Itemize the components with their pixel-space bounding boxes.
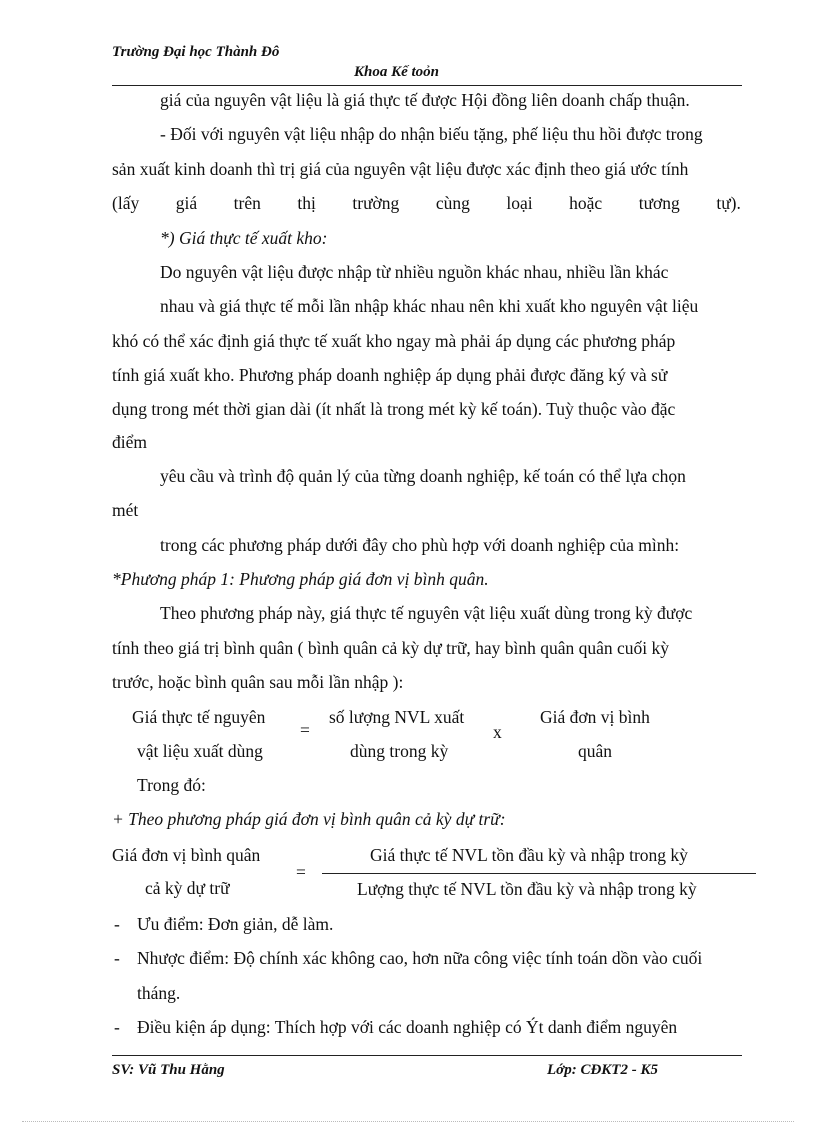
- bullet-disadvantage: Nhược điểm: Độ chính xác không cao, hơn nữa công việc tính toán dồn vào cuối: [137, 948, 703, 968]
- formula1-mid-top: số lượng NVL xuất: [329, 707, 465, 727]
- sub-heading-ca-ky: + Theo phương pháp giá đơn vị bình quân cả kỳ dự trữ:: [112, 809, 506, 829]
- footer-student: SV: Vũ Thu Hằng: [112, 1062, 225, 1078]
- body-line-4-word: hoặc: [569, 193, 603, 213]
- body-line-6: Do nguyên vật liệu được nhập từ nhiều nguồn khác nhau, nhiều lần khác: [160, 262, 669, 282]
- body-line-7: nhau và giá thực tế mỗi lần nhập khác nhau nên khi xuất kho nguyên vật liệu: [160, 296, 699, 316]
- header-faculty: Khoa Kế toỏn: [354, 64, 440, 80]
- formula2-left-bottom: cả kỳ dự trữ: [145, 878, 230, 898]
- formula1-times: x: [493, 722, 502, 742]
- body-line-17: tính theo giá trị bình quân ( bình quân cả kỳ dự trữ, hay bình quân quân cuối kỳ: [112, 638, 669, 658]
- body-line-4-word: giá: [175, 193, 198, 213]
- bullet-disadvantage-cont: tháng.: [137, 983, 181, 1003]
- bullet-condition: Điều kiện áp dụng: Thích hợp với các doanh nghiệp có Ýt danh điểm nguyên: [137, 1017, 678, 1037]
- body-line-4-word: tự).: [716, 193, 741, 213]
- body-line-11: điểm: [112, 432, 147, 452]
- body-line-14: trong các phương pháp dưới đây cho phù hợp với doanh nghiệp của mình:: [160, 535, 680, 555]
- bullet-advantage: Ưu điểm: Đơn giản, dễ làm.: [137, 914, 334, 934]
- body-line-4-word: (lấy: [112, 193, 140, 213]
- page-bottom-dotted-border: [22, 1121, 794, 1122]
- body-line-18: trước, hoặc bình quân sau mỗi lần nhập ):: [112, 672, 404, 692]
- bullet-dash-1: -: [114, 914, 120, 934]
- formula1-mid-bottom: dùng trong kỳ: [350, 741, 449, 761]
- body-line-4-word: loại: [506, 193, 533, 213]
- body-line-4-word: thị: [297, 193, 316, 213]
- body-line-4-word: tương: [638, 193, 680, 213]
- body-line-9: tính giá xuất kho. Phương pháp doanh nghiệp áp dụng phải được đăng ký và sử: [112, 365, 668, 385]
- body-line-12: yêu cầu và trình độ quản lý của từng doanh nghiệp, kế toán có thể lựa chọn: [160, 466, 686, 486]
- formula2-equals: =: [296, 862, 306, 882]
- body-line-4: [112, 193, 741, 214]
- footer-rule: [112, 1055, 742, 1056]
- formula1-left-top: Giá thực tế nguyên: [132, 707, 266, 727]
- body-line-2: - Đối với nguyên vật liệu nhập do nhận biếu tặng, phế liệu thu hồi được trong: [160, 124, 703, 144]
- body-line-1: giá của nguyên vật liệu là giá thực tế được Hội đồng liên doanh chấp thuận.: [160, 90, 690, 110]
- body-line-4-word: cùng: [435, 193, 470, 213]
- formula1-right-bottom: quân: [578, 741, 613, 761]
- header-school: Trường Đại học Thành Đô: [112, 44, 280, 60]
- formula1-left-bottom: vật liệu xuất dùng: [137, 741, 263, 761]
- bullet-dash-3: -: [114, 1017, 120, 1037]
- formula2-numerator: Giá thực tế NVL tồn đầu kỳ và nhập trong kỳ: [370, 845, 688, 865]
- formula2-denominator: Lượng thực tế NVL tồn đầu kỳ và nhập trong kỳ: [357, 879, 697, 899]
- section-heading-xuat-kho: *) Giá thực tế xuất kho:: [160, 228, 328, 248]
- formula2-fraction-bar: [322, 873, 756, 874]
- header-rule: [112, 85, 742, 86]
- formula1-right-top: Giá đơn vị bình: [540, 707, 650, 727]
- body-line-4-word: trên: [233, 193, 261, 213]
- body-line-4-word: trường: [352, 193, 400, 213]
- bullet-dash-2: -: [114, 948, 120, 968]
- body-line-19: Trong đó:: [137, 775, 206, 795]
- body-line-10: dụng trong mét thời gian dài (ít nhất là trong mét kỳ kế toán). Tuỳ thuộc vào đặc: [112, 399, 676, 419]
- footer-class: Lớp: CĐKT2 - K5: [547, 1062, 658, 1078]
- method-1-heading: *Phương pháp 1: Phương pháp giá đơn vị bình quân.: [112, 569, 489, 589]
- body-line-8: khó có thể xác định giá thực tế xuất kho ngay mà phải áp dụng các phương pháp: [112, 331, 676, 351]
- formula1-equals: =: [300, 720, 310, 740]
- formula2-left-top: Giá đơn vị bình quân: [112, 845, 261, 865]
- body-line-16: Theo phương pháp này, giá thực tế nguyên vật liệu xuất dùng trong kỳ được: [160, 603, 693, 623]
- body-line-3: sản xuất kinh doanh thì trị giá của nguyên vật liệu được xác định theo giá ước tính: [112, 159, 689, 179]
- body-line-13: mét: [112, 500, 139, 520]
